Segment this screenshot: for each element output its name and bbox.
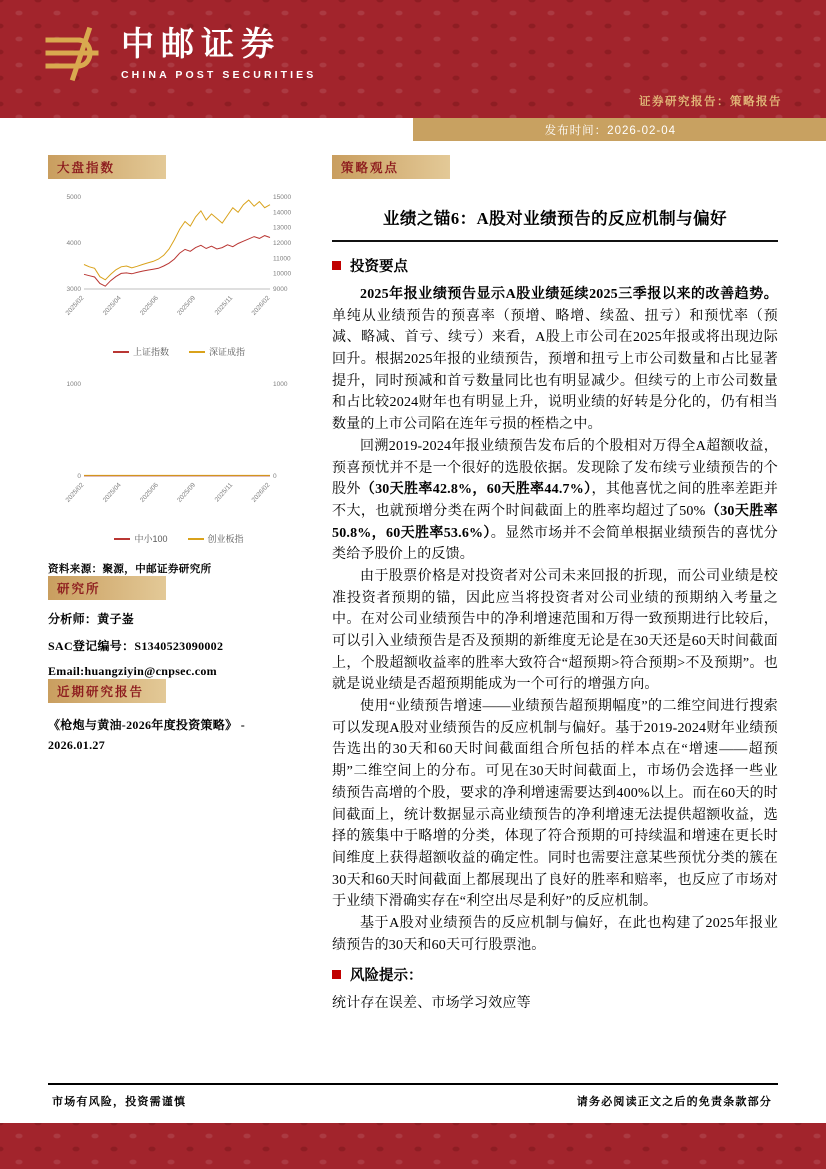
legend-line-swatch	[188, 538, 204, 540]
legend-item: 深证成指	[189, 345, 245, 358]
svg-text:2025/06: 2025/06	[138, 294, 160, 317]
main-column	[332, 155, 778, 1083]
brand-name-cn: 中邮证券	[121, 27, 281, 64]
svg-text:4000: 4000	[66, 240, 81, 247]
svg-text:15000: 15000	[273, 194, 292, 201]
sidebar	[48, 155, 310, 1083]
svg-text:2025/06: 2025/06	[138, 481, 160, 504]
bullet-square-icon	[332, 970, 341, 979]
sidebar-institute-header: 研究所	[48, 576, 166, 600]
market-index-chart	[48, 187, 310, 345]
svg-text:14000: 14000	[273, 209, 292, 217]
svg-text:2025/11: 2025/11	[213, 294, 235, 317]
recent-report-title: 《枪炮与黄油-2026年度投资策略》 -	[48, 718, 245, 732]
svg-text:1000: 1000	[273, 381, 288, 388]
svg-text:2025/09: 2025/09	[176, 481, 198, 504]
svg-text:2025/11: 2025/11	[213, 481, 235, 504]
body-paragraph: 使用“业绩预告增速——业绩预告超预期幅度”的二维空间进行搜索可以发现A股对业绩预告的反应机制与偏好。基于2019-2024财年业绩预告选出的30天和60天时间截面组合所包括的样本点在“增速——超预期”二维空间上的分布。可见在30天时间截面上，市场仍会选择一些业绩预告高增的个股，要求的净利增速需要达到400%以上。而在60天的时间截面上，统计数据显示高业绩预告的净利增速无法提供超额收益，选择的簇集中于略增的分类，体现了符合预期的可持续温和增速在更长时间维度上获得超额收益的确定性。同时也需要注意某些预忧分类的簇在30天和60天时间截面上都展现出了良好的胜率和赔率，也反应了市场对于业绩下滑确实存在“利空出尽是利好”的反应机制。	[332, 699, 778, 910]
brand-logo	[42, 22, 316, 86]
body-paragraph: 基于A股对业绩预告的反应机制与偏好，在此也构建了2025年报业绩预告的30天和60天可行股票池。	[332, 915, 778, 953]
publish-date-label: 发布时间：2026-02-04	[544, 124, 676, 137]
board-index-chart	[48, 374, 310, 532]
risk-label: 风险提示：	[350, 968, 423, 985]
svg-text:2025/04: 2025/04	[101, 481, 123, 504]
svg-text:13000: 13000	[273, 224, 292, 232]
svg-text:2026/02: 2026/02	[250, 294, 272, 317]
legend-item: 创业板指	[188, 532, 244, 545]
svg-text:3000: 3000	[66, 286, 81, 293]
board-index-chart-legend	[48, 532, 310, 545]
svg-text:0: 0	[273, 473, 277, 480]
svg-text:2025/02: 2025/02	[64, 294, 86, 317]
legend-line-swatch	[113, 351, 129, 353]
page-content	[0, 141, 826, 1083]
market-index-chart-legend	[48, 345, 310, 358]
sidebar-recent-reports-header: 近期研究报告	[48, 679, 166, 703]
recent-report-date: 2026.01.27	[48, 738, 105, 753]
bullet-square-icon	[332, 261, 341, 270]
svg-text:10000: 10000	[273, 270, 292, 278]
svg-text:2025/04: 2025/04	[101, 294, 123, 317]
svg-text:9000: 9000	[273, 286, 288, 293]
legend-line-swatch	[114, 538, 130, 540]
legend-line-swatch	[189, 351, 205, 353]
page-footer	[48, 1083, 778, 1123]
brand-text	[121, 27, 316, 80]
sidebar-market-index-header: 大盘指数	[48, 155, 166, 179]
china-post-emblem-icon	[42, 22, 106, 86]
svg-text:2025/02: 2025/02	[64, 481, 86, 504]
body-paragraph: 由于股票价格是对投资者对公司未来回报的折现，而公司业绩是校准投资者预期的锚，因此应当将投资者对公司业绩的预期纳入考量之中。在对公司业绩预告中的净利增速范围和万得一致预期进行比较后，可以引入业绩预告是否及预期的新维度无论是在30天还是60天时间截面上，个股超额收益率的胜率大致符合“超预期>符合预期>不及预期”。也就是说业绩是否超预期能成为一个可行的增强方向。	[332, 568, 778, 693]
analyst-email-line: Email:huangziyin@cnpsec.com	[48, 664, 217, 678]
abstract-paragraphs	[332, 284, 778, 956]
svg-text:0: 0	[77, 473, 81, 480]
recent-report-item	[48, 715, 310, 756]
body-paragraph: 回溯2019-2024年报业绩预告发布后的个股相对万得全A超额收益，预喜预忧并不是一个很好的选股依据。发现除了发布续亏业绩预告的个股外（30天胜率42.8%，60天胜率44.7%），其他喜忧之间的胜率差距并不大，也就预增分类在两个时间截面上的胜率均超过了50%（30天胜率50.8%，60天胜率53.6%）。显然市场并不会简单根据业绩预告的喜忧分类给予股价上的反馈。	[332, 438, 779, 563]
brand-name-en: CHINA POST SECURITIES	[121, 68, 317, 81]
body-paragraph: 2025年报业绩预告显示A股业绩延续2025三季报以来的改善趋势。单纯从业绩预告的预喜率（预增、略增、续盈、扭亏）和预忧率（预减、略减、首亏、续亏）来看，A股上市公司在2025年报或将出现边际回升。根据2025年报的业绩预告，预增和扭亏上市公司数量和占比显著提升，同时预减和首亏数量同比也有明显减少。但续亏的上市公司数量和占比较2024财年也有明显上升，说明业绩的好转是分化的，仍有相当数量的上市公司陷在连年亏损的桎梏之中。	[332, 287, 778, 433]
svg-text:5000: 5000	[66, 194, 81, 201]
risk-text: 统计存在误差、市场学习效应等	[332, 996, 531, 1012]
title-divider	[332, 240, 778, 242]
bottom-banner	[0, 1123, 826, 1169]
section-strategy-header: 策略观点	[332, 155, 450, 179]
footer-disclaimer-right: 请务必阅读正文之后的免责条款部分	[576, 1096, 772, 1108]
analyst-name-line: 分析师：黄子崟	[48, 612, 135, 626]
footer-disclaimer-left: 市场有风险，投资需谨慎	[52, 1096, 187, 1108]
svg-text:11000: 11000	[273, 255, 291, 263]
legend-item: 上证指数	[113, 345, 169, 358]
legend-item: 中小100	[114, 532, 167, 545]
svg-text:1000: 1000	[66, 381, 81, 388]
report-title: 业绩之锚6：A股对业绩预告的反应机制与偏好	[382, 209, 728, 228]
chart-source-note: 资料来源：聚源，中邮证券研究所	[48, 564, 212, 575]
publish-date-bar	[413, 118, 826, 141]
investment-points-label: 投资要点	[350, 259, 408, 275]
svg-text:12000: 12000	[273, 240, 292, 247]
svg-text:2025/09: 2025/09	[176, 294, 198, 317]
svg-text:2026/02: 2026/02	[250, 481, 272, 504]
investment-points-header	[332, 255, 778, 276]
top-banner	[0, 0, 826, 118]
risk-header	[332, 964, 778, 985]
report-type-label: 证券研究报告：策略报告	[639, 96, 782, 108]
analyst-sac-line: SAC登记编号：S1340523090002	[48, 639, 224, 653]
